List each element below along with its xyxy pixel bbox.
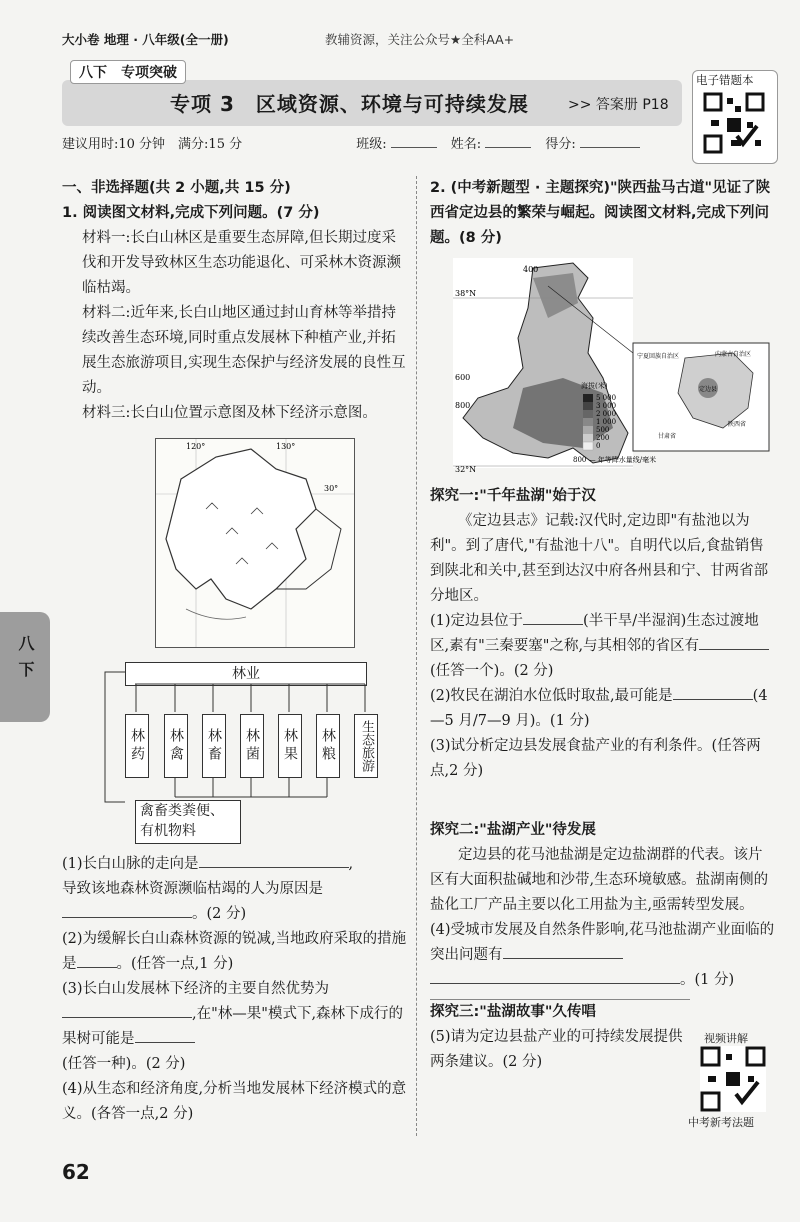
qr-caption: 中考新考法题	[688, 1116, 754, 1129]
isohyet-legend: 800 — 年等降水量线/毫米	[573, 456, 657, 464]
legend-500: 500	[596, 426, 610, 434]
q2-s1: (1)定边县位于 (半干旱/半湿润)生态过渡地区,素有"三秦要塞"之称,与其相邻的省区有(任答一个)。(2 分)	[430, 609, 775, 684]
meta-line	[62, 133, 682, 152]
q1-s1c: 。(2 分)	[62, 902, 407, 927]
q2-s3: (3)试分析定边县发展食盐产业的有利条件。(任答两点,2 分)	[430, 738, 761, 779]
q2-s4b: 。(1 分)	[430, 968, 775, 993]
q1-s3: (3)长白山发展林下经济的主要自然优势为,在"林—果"模式下,森林下成行的果树可能是	[62, 981, 404, 1047]
flow-item-livestock: 林畜	[202, 714, 226, 778]
inset-label-shaanxi: 陕西省	[728, 421, 747, 428]
inset-label-gansu: 甘肃省	[658, 433, 677, 440]
score-blank[interactable]	[580, 147, 640, 148]
legend-title: 海拔(米)	[581, 382, 608, 390]
q2-s1-blank-1[interactable]	[523, 610, 583, 625]
legend-0: 0	[596, 442, 601, 450]
q1-s2: (2)为缓解长白山森林资源的锐减,当地政府采取的措施是 。(任答一点,1 分)	[62, 931, 407, 972]
legend-3000: 3 000	[596, 402, 617, 410]
page-number: 62	[62, 1160, 90, 1184]
q1-s2-blank[interactable]	[77, 953, 117, 968]
flow-item-grain: 林粮	[316, 714, 340, 778]
q2-stem: 2. (中考新题型 · 主题探究)"陕西盐马古道"见证了陕西省定边县的繁荣与崛起。阅读图文材料,完成下列问题。(8 分)	[430, 180, 771, 246]
answer-reference: >> 答案册 P18	[568, 97, 669, 113]
map2-label-400: 400	[523, 265, 539, 274]
q2-s1-blank-2[interactable]	[699, 635, 769, 650]
video-label: 视频讲解	[704, 1032, 748, 1045]
right-column	[430, 176, 775, 251]
q1-s1b: 导致该地森林资源濒临枯竭的人为原因是	[62, 881, 323, 897]
q1-s3-blank-1[interactable]	[62, 1003, 192, 1018]
flow-item-ecotourism: 生态旅游	[354, 714, 378, 778]
q2-s2-blank[interactable]	[673, 685, 753, 700]
forest-economy-diagram	[95, 662, 385, 852]
name-label: 姓名:	[450, 137, 482, 152]
map2-label-800: 800	[455, 401, 471, 410]
inset-label-dingbian: 定边县	[699, 386, 718, 393]
class-blank[interactable]	[391, 147, 437, 148]
name-blank[interactable]	[485, 147, 531, 148]
left-column	[62, 176, 407, 426]
q1-s3-blank-2[interactable]	[135, 1028, 195, 1043]
q1-s1-blank-1[interactable]	[199, 853, 349, 868]
shaanxi-map	[453, 258, 771, 476]
promo-text: 教辅资源，关注公众号★全科AA+	[325, 32, 515, 47]
score-label: 得分:	[545, 137, 576, 152]
manure-line-2: 有机物料	[140, 823, 196, 839]
qr-code-icon[interactable]	[703, 92, 765, 154]
time-score: 建议用时:10 分钟 满分:15 分	[62, 137, 243, 152]
q2-explore-2-text: 定边县的花马池盐湖是定边盐湖群的代表。该片区有大面积盐碱地和沙带,生态环境敏感。盐湖南侧的盐化工厂产品主要以化工用盐为主,亟需转型发展。	[430, 847, 769, 913]
book-title: 大小卷 地理 · 八年级(全一册)	[62, 32, 229, 47]
flow-item-medicine: 林药	[125, 714, 149, 778]
legend-200: 200	[596, 434, 610, 442]
qr-label: 电子错题本	[696, 73, 754, 87]
q2-s4-blank[interactable]	[503, 944, 623, 959]
q2-s4: (4)受城市发展及自然条件影响,花马池盐湖产业面临的突出问题有	[430, 922, 775, 963]
q2-explore-1-title: 探究一:"千年盐湖"始于汉	[430, 488, 596, 504]
q2-body	[430, 484, 775, 1075]
section-heading: 一、非选择题(共 2 小题,共 15 分)	[62, 180, 291, 196]
q1-material-3: 材料三:长白山位置示意图及林下经济示意图。	[82, 405, 377, 421]
q1-s1: (1)长白山脉的走向是 ,	[62, 852, 407, 877]
legend-5000: 5 000	[596, 394, 617, 402]
q1-subquestions	[62, 852, 407, 1127]
q2-explore-1-text: 《定边县志》记载:汉代时,定边即"有盐池以为利"。到了唐代,"有盐池十八"。自明代以后,食盐销售到陕北和关中,甚至到达汉中府各州县和宁、甘两省部分地区。	[430, 513, 769, 604]
page-title: 专项 3 区域资源、环境与可持续发展	[170, 92, 529, 116]
section-tag: 八下 专项突破	[70, 60, 186, 84]
column-divider	[416, 176, 417, 1136]
q2-explore-3-title: 探究三:"盐湖故事"久传唱	[430, 999, 690, 1025]
map2-label-600: 600	[455, 373, 471, 382]
side-tab-label: 八下	[16, 635, 35, 687]
q1-s4: (4)从生态和经济角度,分析当地发展林下经济模式的意义。(各答一点,2 分)	[62, 1081, 407, 1122]
changbai-location-map	[155, 438, 355, 648]
q1-s3c: (任答一种)。(2 分)	[62, 1056, 186, 1072]
forestry-box: 林业	[125, 662, 367, 686]
q2-s2: (2)牧民在湖泊水位低时取盐,最可能是 (4—5 月/7—9 月)。(1 分)	[430, 684, 775, 734]
class-label: 班级:	[356, 137, 387, 152]
video-qr-code-icon[interactable]	[700, 1046, 766, 1112]
map1-lon-120: 120°	[186, 442, 206, 451]
q1-stem: 1. 阅读图文材料,完成下列问题。(7 分)	[62, 205, 320, 221]
map1-lon-130: 130°	[276, 442, 296, 451]
legend-2000: 2 000	[596, 410, 617, 418]
q1-material-2: 材料二:近年来,长白山地区通过封山育林等举措持续改善生态环境,同时重点发展林下种植产业,并拓展生态旅游项目,实现生态保护与经济发展的良性互动。	[82, 305, 406, 396]
map2-lat-38: 38°N	[455, 289, 477, 298]
flow-item-fruit: 林果	[278, 714, 302, 778]
legend-1000: 1 000	[596, 418, 617, 426]
q2-s4-blank-2[interactable]	[430, 969, 680, 984]
q2-s5: (5)请为定边县盐产业的可持续发展提供两条建议。(2 分)	[430, 1029, 683, 1070]
flow-item-fungus: 林菌	[240, 714, 264, 778]
flow-item-poultry: 林禽	[164, 714, 188, 778]
inset-label-inner-mongolia: 内蒙古自治区	[715, 351, 752, 358]
map1-lat-30: 30°	[324, 484, 339, 493]
inset-label-ningxia: 宁夏回族自治区	[637, 353, 680, 360]
manure-box	[135, 800, 241, 844]
q1-material-1: 材料一:长白山林区是重要生态屏障,但长期过度采伐和开发导致林区生态功能退化、可采林木资源濒临枯竭。	[82, 230, 401, 296]
q2-explore-2-title: 探究二:"盐湖产业"待发展	[430, 822, 596, 838]
map2-lat-32: 32°N	[455, 465, 477, 474]
manure-line-1: 禽畜类粪便、	[140, 803, 224, 819]
q1-s1-blank-2[interactable]	[62, 903, 192, 918]
